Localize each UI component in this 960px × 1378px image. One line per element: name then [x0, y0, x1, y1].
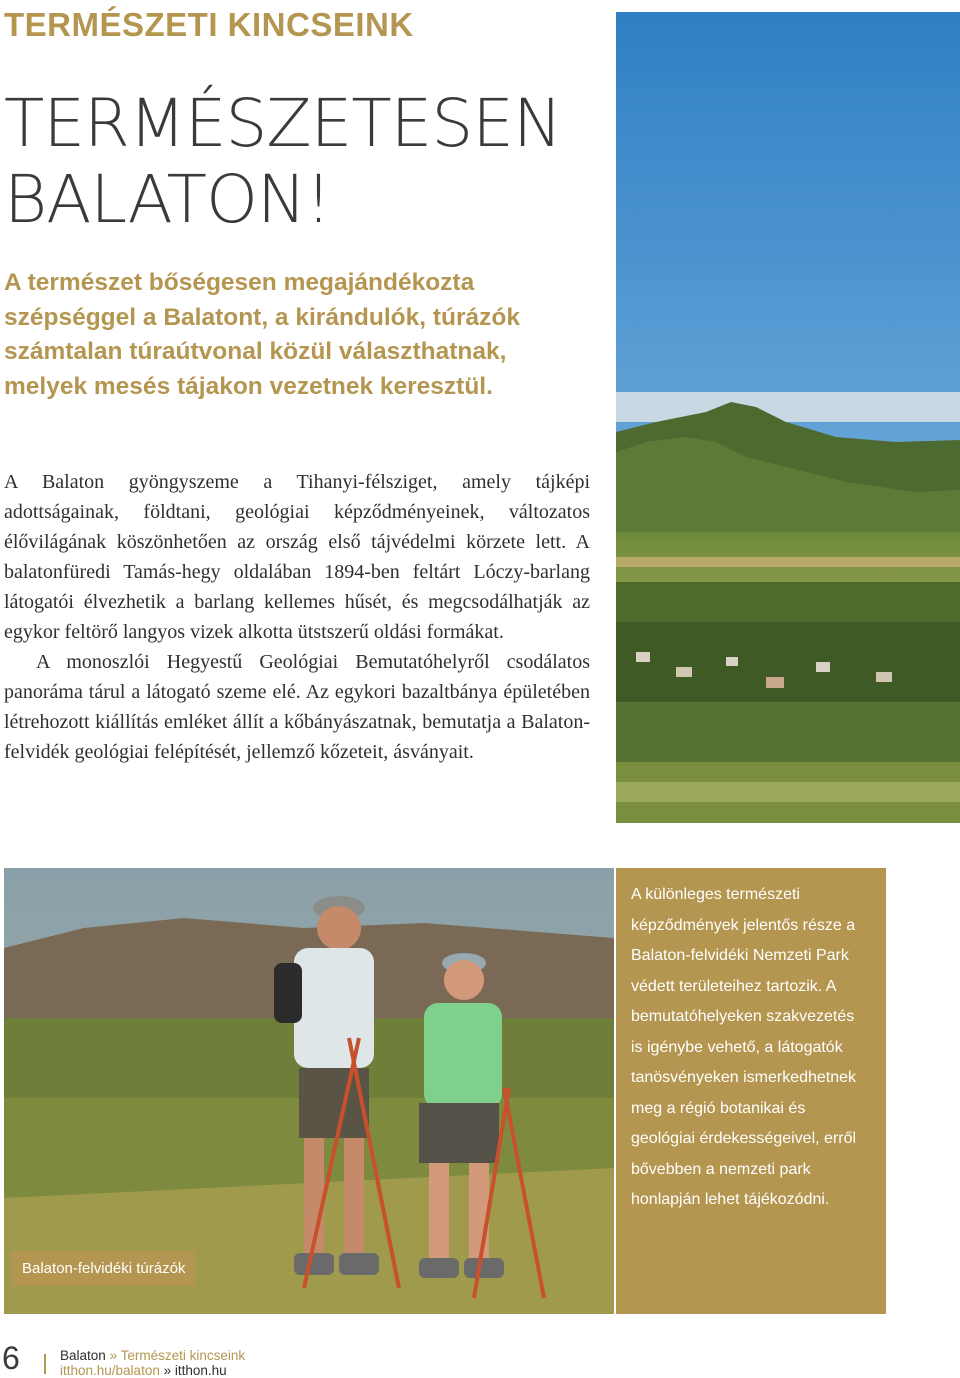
footer-link-separator: » — [163, 1363, 172, 1378]
page-number: 6 — [2, 1340, 20, 1376]
landscape-photo — [616, 12, 960, 823]
sidebar-text: A különleges természeti képződmények jelentős része a Balaton-felvidéki Nemzeti Park védett területeihez tartozik. A bemutatóhelyeken szakvezetés is igénybe vehető, a látogatók tanösvényeken ismerkedhetnek meg a régió botanikai és geológiai érdekességeivel, erről bővebben a nemzeti park honlapján lehet tájékozódni. — [631, 886, 857, 1208]
lead-paragraph: A természet bőségesen megajándékozta szépséggel a Balatont, a kirándulók, túrázók számtalan túraútvonal közül választhatnak, melyek mesés tájakon vezetnek keresztül. — [4, 269, 520, 400]
hikers-photo — [4, 868, 614, 1314]
body-paragraph-2: A monoszlói Hegyestű Geológiai Bemutatóhelyről csodálatos panoráma tárul a látogató szeme elé. Az egykori bazaltbánya épületében létrehozott kiállítás emléket állít a kőbányászatnak, bemutatja a Balaton-felvidék geológiai felépítését, jellemző kőzeteit, ásványait. — [4, 651, 590, 763]
info-sidebar — [616, 868, 886, 1314]
headline-line-2: BALATON! — [4, 161, 331, 238]
headline-line-1: TERMÉSZETESEN — [4, 85, 562, 162]
footer-link-balaton[interactable]: itthon.hu/balaton — [60, 1363, 160, 1378]
footer-link-itthon[interactable]: itthon.hu — [174, 1363, 227, 1378]
footer-breadcrumb-part-2: Természeti kincseink — [120, 1348, 246, 1363]
photo-caption: Balaton-felvidéki túrázók — [12, 1251, 195, 1286]
landscape-photo-illustration — [616, 12, 960, 823]
footer-breadcrumb — [60, 1348, 245, 1363]
page-footer — [0, 1336, 960, 1378]
footer-breadcrumb-part-1: Balaton — [60, 1348, 106, 1363]
footer-links — [60, 1363, 227, 1378]
footer-divider — [44, 1354, 46, 1374]
section-label: TERMÉSZETI KINCSEINK — [4, 6, 414, 43]
body-paragraph-1: A Balaton gyöngyszeme a Tihanyi-félsziget, amely tájképi adottságainak, földtani, geológiai képződményeinek, változatos élővilágának köszönhetően az ország első tájvédelmi körzete lett. A balatonfüredi Tamás-hegy oldalában 1894-ben feltárt Lóczy-barlang látogatói élvezhetik a barlang kellemes hűsét, és megcsodálhatják az egykor feltörő langyos vizek alkotta ütstszerű oldási formákat. — [4, 471, 590, 643]
page-headline — [4, 86, 604, 238]
footer-breadcrumb-separator: » — [109, 1348, 118, 1363]
body-text — [4, 467, 590, 767]
hikers-photo-illustration — [4, 868, 614, 1314]
